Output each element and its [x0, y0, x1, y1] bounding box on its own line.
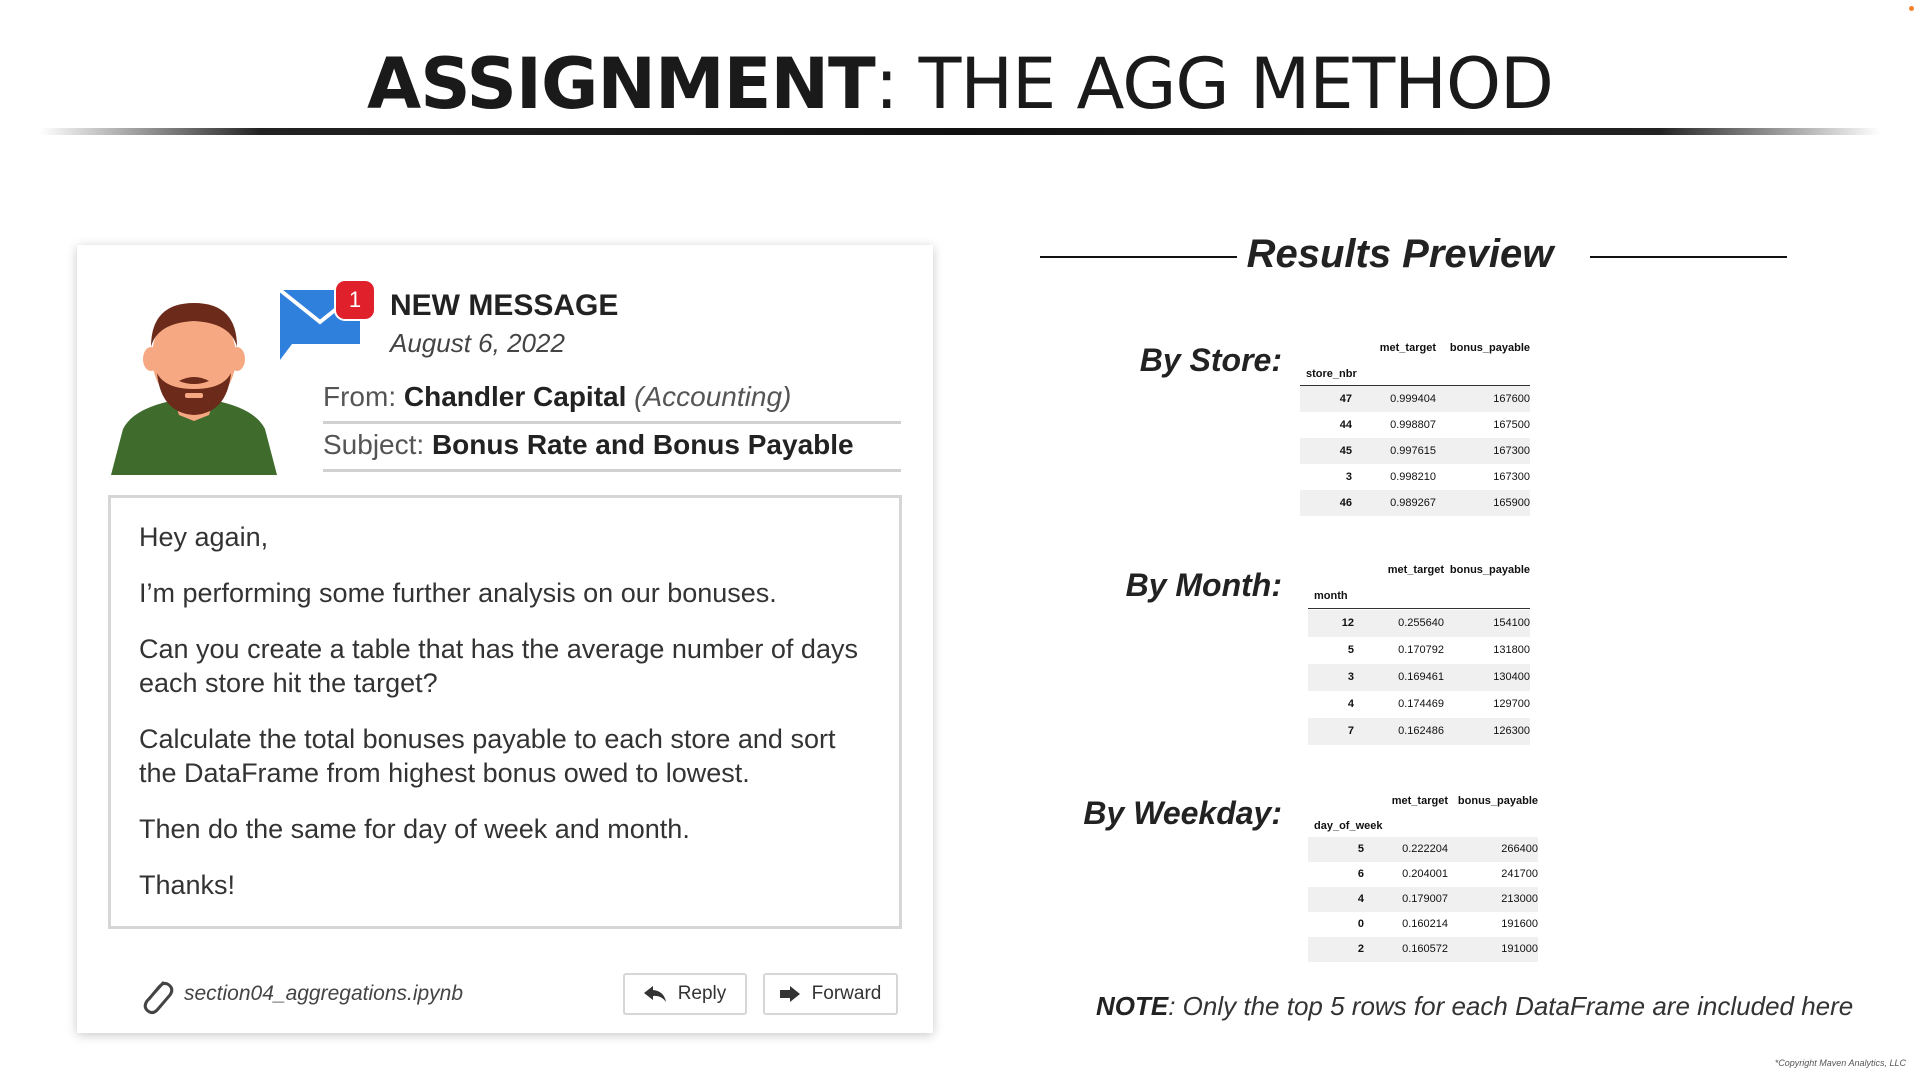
column-header: met_target — [1379, 342, 1436, 354]
forward-button[interactable] — [763, 973, 898, 1015]
table-row — [1308, 937, 1538, 962]
slide-title — [0, 43, 1920, 125]
cell-bonus-payable: 167300 — [1493, 471, 1530, 483]
cell-met-target: 0.174469 — [1398, 698, 1444, 710]
cell-met-target: 0.170792 — [1398, 644, 1444, 656]
section-label-weekday: By Weekday: — [1083, 795, 1282, 831]
row-index: 7 — [1347, 725, 1354, 737]
cell-met-target: 0.997615 — [1390, 445, 1436, 457]
table-row — [1308, 862, 1538, 887]
table-row — [1300, 412, 1530, 438]
column-header: bonus_payable — [1449, 342, 1530, 354]
header-rule — [1308, 608, 1530, 609]
from-label: From: — [323, 381, 397, 412]
table-row — [1308, 718, 1530, 745]
cell-met-target: 0.989267 — [1390, 497, 1436, 509]
message-body — [108, 495, 902, 929]
cell-bonus-payable: 191000 — [1501, 943, 1538, 955]
cell-bonus-payable: 167500 — [1493, 419, 1530, 431]
row-index: 0 — [1357, 918, 1364, 930]
cell-met-target: 0.998807 — [1390, 419, 1436, 431]
dataframe-month — [1308, 564, 1530, 745]
table-row — [1308, 912, 1538, 937]
index-name: month — [1314, 590, 1348, 602]
message-heading: NEW MESSAGE — [390, 289, 619, 322]
row-index: 44 — [1339, 419, 1352, 431]
forward-label: Forward — [811, 983, 882, 1004]
unread-badge: 1 — [336, 281, 374, 319]
forward-arrow-icon — [780, 986, 800, 1002]
body-paragraph: Hey again, — [139, 522, 269, 552]
table-row — [1300, 464, 1530, 490]
column-header: bonus_payable — [1457, 795, 1538, 807]
column-header: met_target — [1387, 564, 1444, 576]
row-index: 2 — [1357, 943, 1364, 955]
table-row — [1308, 887, 1538, 912]
cell-bonus-payable: 130400 — [1493, 671, 1530, 683]
cell-bonus-payable: 131800 — [1493, 644, 1530, 656]
from-row — [323, 381, 901, 424]
cell-bonus-payable: 241700 — [1501, 868, 1538, 880]
cell-bonus-payable: 266400 — [1501, 843, 1538, 855]
index-name: day_of_week — [1314, 820, 1383, 832]
corner-dot — [1909, 6, 1914, 11]
note-text — [1096, 991, 1853, 1022]
dataframe-store — [1300, 342, 1530, 516]
table-row — [1308, 664, 1530, 691]
avatar-icon — [111, 297, 277, 475]
table-row — [1300, 386, 1530, 412]
from-name: Chandler Capital — [403, 381, 627, 412]
reply-label: Reply — [677, 983, 727, 1004]
cell-met-target: 0.169461 — [1398, 671, 1444, 683]
title-bold: ASSIGNMENT — [367, 43, 875, 125]
email-card — [77, 245, 933, 1033]
cell-met-target: 0.162486 — [1398, 725, 1444, 737]
cell-bonus-payable: 126300 — [1493, 725, 1530, 737]
column-header: met_target — [1391, 795, 1448, 807]
note-bold: NOTE — [1096, 991, 1169, 1021]
results-title: Results Preview — [1246, 232, 1554, 276]
table-row — [1300, 490, 1530, 516]
row-index: 5 — [1347, 644, 1354, 656]
copyright-text: *Copyright Maven Analytics, LLC — [1774, 1058, 1906, 1068]
paperclip-icon — [139, 975, 175, 1015]
cell-bonus-payable: 154100 — [1493, 617, 1530, 629]
table-row — [1308, 637, 1530, 664]
row-index: 46 — [1339, 497, 1352, 509]
message-date: August 6, 2022 — [390, 328, 565, 358]
table-row — [1308, 691, 1530, 718]
cell-met-target: 0.255640 — [1398, 617, 1444, 629]
row-index: 3 — [1347, 671, 1354, 683]
reply-button[interactable] — [623, 973, 747, 1015]
note-rest: : Only the top 5 rows for each DataFrame are included here — [1168, 991, 1854, 1021]
cell-met-target: 0.179007 — [1402, 893, 1448, 905]
title-sep: : — [874, 43, 898, 125]
row-index: 6 — [1357, 868, 1364, 880]
cell-met-target: 0.204001 — [1402, 868, 1448, 880]
from-department: (Accounting) — [634, 381, 792, 412]
section-label-month: By Month: — [1125, 567, 1282, 603]
cell-met-target: 0.160572 — [1402, 943, 1448, 955]
cell-met-target: 0.999404 — [1390, 393, 1436, 405]
body-paragraph: Calculate the total bonuses payable to each store and sort the DataFrame from highest bonus owed to lowest. — [139, 724, 836, 788]
row-index: 4 — [1347, 698, 1354, 710]
row-index: 4 — [1357, 893, 1364, 905]
subject-label: Subject: — [323, 429, 425, 460]
cell-met-target: 0.160214 — [1402, 918, 1448, 930]
reply-arrow-icon — [644, 986, 666, 1002]
results-rule-left — [1040, 256, 1237, 258]
cell-bonus-payable: 165900 — [1493, 497, 1530, 509]
body-paragraph: Can you create a table that has the average number of days each store hit the target? — [139, 634, 858, 698]
cell-met-target: 0.222204 — [1402, 843, 1448, 855]
subject-text: Bonus Rate and Bonus Payable — [431, 429, 854, 460]
cell-bonus-payable: 167300 — [1493, 445, 1530, 457]
index-name: store_nbr — [1306, 368, 1357, 380]
body-paragraph: Then do the same for day of week and month. — [139, 814, 690, 844]
body-paragraph: I’m performing some further analysis on our bonuses. — [139, 578, 777, 608]
cell-bonus-payable: 167600 — [1493, 393, 1530, 405]
table-row — [1308, 610, 1530, 637]
title-rest: THE AGG METHOD — [897, 43, 1553, 125]
subject-row — [323, 429, 901, 472]
results-rule-right — [1590, 256, 1787, 258]
row-index: 3 — [1345, 471, 1352, 483]
row-index: 47 — [1339, 393, 1352, 405]
table-row — [1300, 438, 1530, 464]
section-label-store: By Store: — [1139, 342, 1282, 378]
dataframe-weekday — [1308, 795, 1538, 962]
row-index: 5 — [1357, 843, 1364, 855]
cell-met-target: 0.998210 — [1390, 471, 1436, 483]
row-index: 12 — [1341, 617, 1354, 629]
cell-bonus-payable: 129700 — [1493, 698, 1530, 710]
cell-bonus-payable: 191600 — [1501, 918, 1538, 930]
table-row — [1308, 837, 1538, 862]
row-index: 45 — [1339, 445, 1352, 457]
body-paragraph: Thanks! — [139, 870, 236, 900]
cell-bonus-payable: 213000 — [1501, 893, 1538, 905]
column-header: bonus_payable — [1449, 564, 1530, 576]
attachment-link[interactable]: section04_aggregations.ipynb — [184, 982, 464, 1005]
title-divider — [40, 128, 1880, 135]
